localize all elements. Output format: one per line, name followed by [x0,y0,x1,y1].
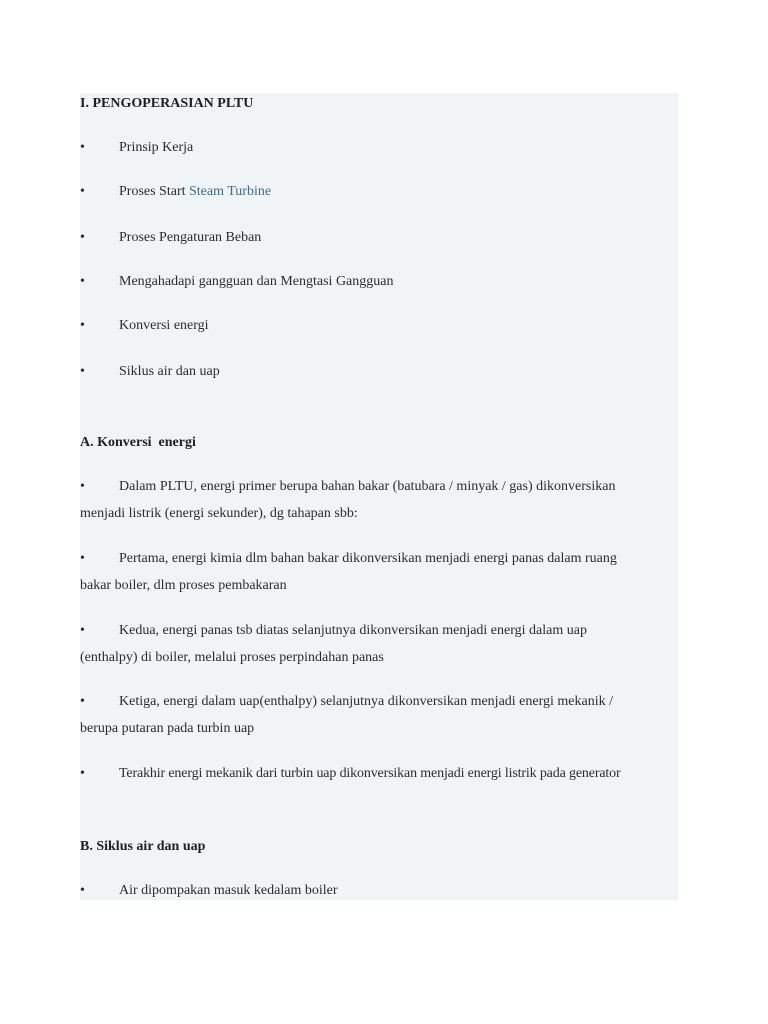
section-b-heading: B. Siklus air dan uap [80,839,206,854]
list-item [80,178,680,205]
list-item [80,224,680,251]
paragraph-line: bakar boiler, dlm proses pembakaran [80,578,287,593]
bullet-marker: • [80,318,85,333]
list-item [80,312,680,339]
list-item-text: Proses Pengaturan Beban [119,230,262,245]
document-title: I. PENGOPERASIAN PLTU [80,96,254,111]
bullet-marker: • [80,766,85,781]
list-item-text: Konversi energi [119,318,209,333]
list-item-text: Siklus air dan uap [119,364,220,379]
paragraph-item [80,877,678,904]
document-page [80,93,678,900]
paragraph-line: Air dipompakan masuk kedalam boiler [119,883,338,898]
bullet-marker: • [80,623,85,638]
paragraph-item [80,545,678,599]
bullet-marker: • [80,184,85,199]
paragraph-line: menjadi listrik (energi sekunder), dg tahapan sbb: [80,506,358,521]
list-item-text: Prinsip Kerja [119,140,194,155]
list-item [80,134,680,161]
bullet-marker: • [80,140,85,155]
bullet-marker: • [80,364,85,379]
paragraph-item [80,760,678,787]
list-item-text [119,178,271,205]
list-item [80,268,680,295]
section-a-heading: A. Konversi energi [80,435,196,450]
paragraph-line: Dalam PLTU, energi primer berupa bahan bakar (batubara / minyak / gas) dikonversikan [119,479,616,494]
bullet-marker: • [80,274,85,289]
steam-turbine-link[interactable]: Steam Turbine [189,184,272,199]
paragraph-line: Kedua, energi panas tsb diatas selanjutnya dikonversikan menjadi energi dalam uap [119,623,587,638]
list-item-prefix: Proses Start [119,184,189,199]
paragraph-line: Ketiga, energi dalam uap(enthalpy) selanjutnya dikonversikan menjadi energi mekanik / [119,694,613,709]
list-item-text: Mengahadapi gangguan dan Mengtasi Gangguan [119,274,394,289]
list-item [80,358,680,385]
paragraph-line: berupa putaran pada turbin uap [80,721,255,736]
paragraph-item [80,617,678,671]
paragraph-line: Terakhir energi mekanik dari turbin uap dikonversikan menjadi energi listrik pada generator [119,766,621,781]
paragraph-line: (enthalpy) di boiler, melalui proses perpindahan panas [80,650,384,665]
paragraph-item [80,473,678,527]
paragraph-line: Pertama, energi kimia dlm bahan bakar dikonversikan menjadi energi panas dalam ruang [119,551,617,566]
paragraph-item [80,688,678,742]
bullet-marker: • [80,230,85,245]
bullet-marker: • [80,551,85,566]
bullet-marker: • [80,694,85,709]
bullet-marker: • [80,479,85,494]
bullet-marker: • [80,883,85,898]
